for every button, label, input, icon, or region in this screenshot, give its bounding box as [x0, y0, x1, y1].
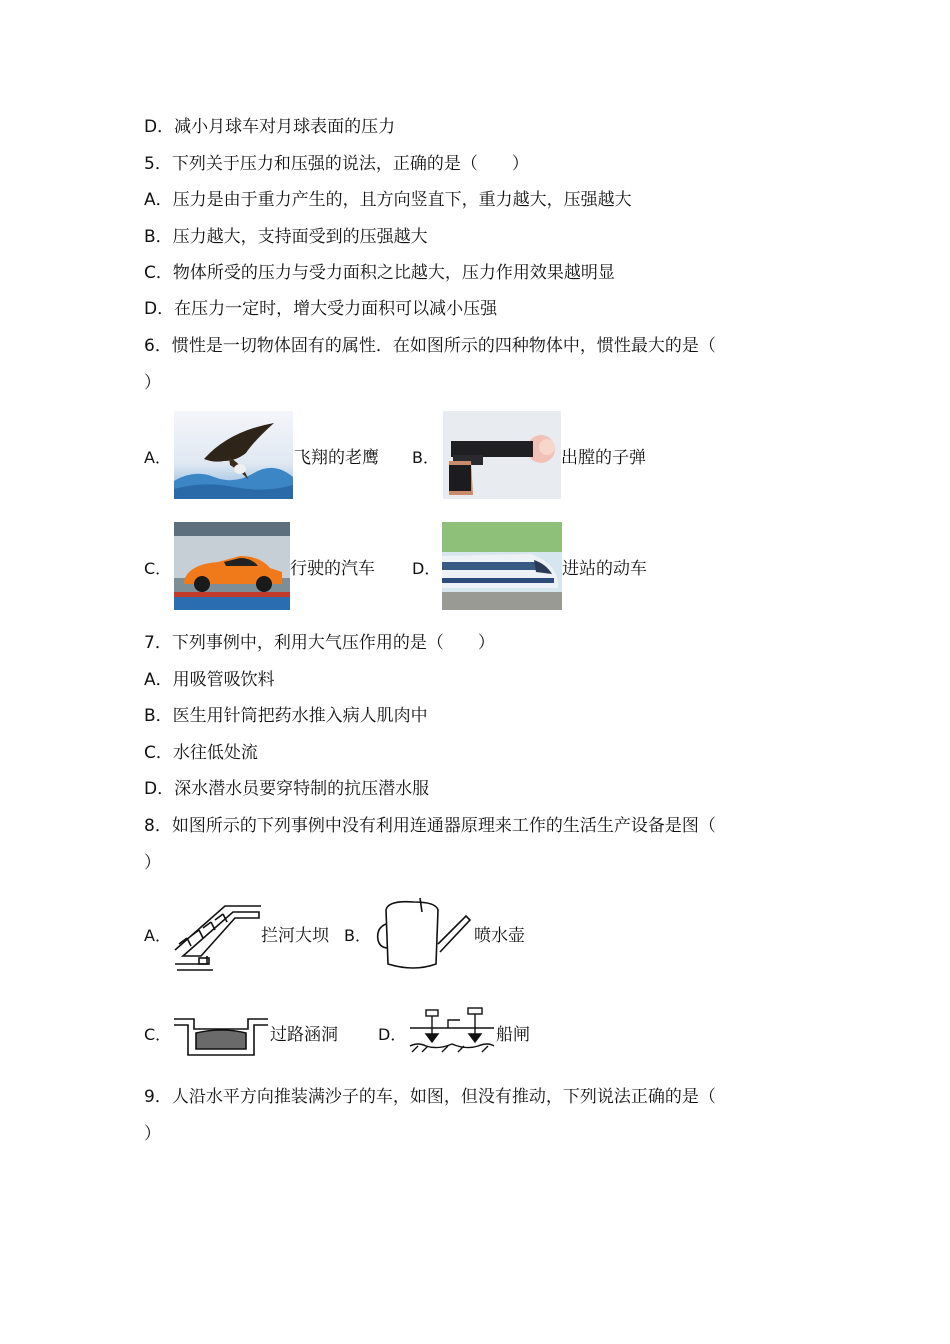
q5-stem: 5．下列关于压力和压强的说法，正确的是（ ） [144, 154, 529, 174]
q4-option-d: D．减小月球车对月球表面的压力 [144, 117, 396, 137]
q8-stem: 8．如图所示的下列事例中没有利用连通器原理来工作的生活生产设备是图（ [144, 816, 716, 836]
q7-stem: 7．下列事例中，利用大气压作用的是（ ） [144, 633, 495, 653]
q5-option-b: B．压力越大，支持面受到的压强越大 [144, 227, 428, 247]
gun-image [443, 411, 561, 499]
q8-a-label: A． [144, 926, 171, 945]
car-image [174, 522, 290, 610]
q8-a-caption: 拦河大坝 [261, 926, 329, 946]
watering-can-diagram [374, 894, 474, 972]
q8-c-caption: 过路涵洞 [270, 1025, 338, 1045]
culvert-diagram [172, 1015, 270, 1057]
q6-c-caption: 行驶的汽车 [290, 559, 375, 579]
q7-option-c: C．水往低处流 [144, 743, 258, 763]
q8-stem-end: ） [144, 853, 161, 873]
q6-d-label: D． [412, 559, 441, 578]
q6-a-caption: 飞翔的老鹰 [294, 448, 379, 468]
q6-stem-end: ） [144, 373, 161, 393]
q5-option-d: D．在压力一定时，增大受力面积可以减小压强 [144, 299, 498, 319]
ship-lock-diagram [408, 1006, 496, 1056]
q8-c-label: C． [144, 1025, 172, 1044]
q9-stem: 9．人沿水平方向推装满沙子的车，如图，但没有推动，下列说法正确的是（ [144, 1087, 716, 1107]
q6-d-caption: 进站的动车 [562, 559, 647, 579]
q6-b-label: B． [412, 448, 439, 467]
q7-option-d: D．深水潜水员要穿特制的抗压潜水服 [144, 779, 430, 799]
q6-b-caption: 出膛的子弹 [561, 448, 646, 468]
q6-c-label: C． [144, 559, 172, 578]
q7-option-b: B．医生用针筒把药水推入病人肌肉中 [144, 706, 428, 726]
q8-d-caption: 船闸 [496, 1025, 530, 1045]
q5-option-c: C．物体所受的压力与受力面积之比越大，压力作用效果越明显 [144, 263, 615, 283]
q9-stem-end: ） [144, 1124, 161, 1144]
q5-option-a: A．压力是由于重力产生的，且方向竖直下，重力越大，压强越大 [144, 190, 632, 210]
q8-b-caption: 喷水壶 [474, 926, 525, 946]
q7-option-a: A．用吸管吸饮料 [144, 670, 275, 690]
q6-a-label: A． [144, 448, 171, 467]
dam-diagram [173, 898, 261, 972]
q8-d-label: D． [378, 1025, 407, 1044]
q8-b-label: B． [344, 926, 371, 945]
q6-stem: 6．惯性是一切物体固有的属性．在如图所示的四种物体中，惯性最大的是（ [144, 336, 716, 356]
train-image [442, 522, 562, 610]
eagle-image [174, 411, 293, 499]
